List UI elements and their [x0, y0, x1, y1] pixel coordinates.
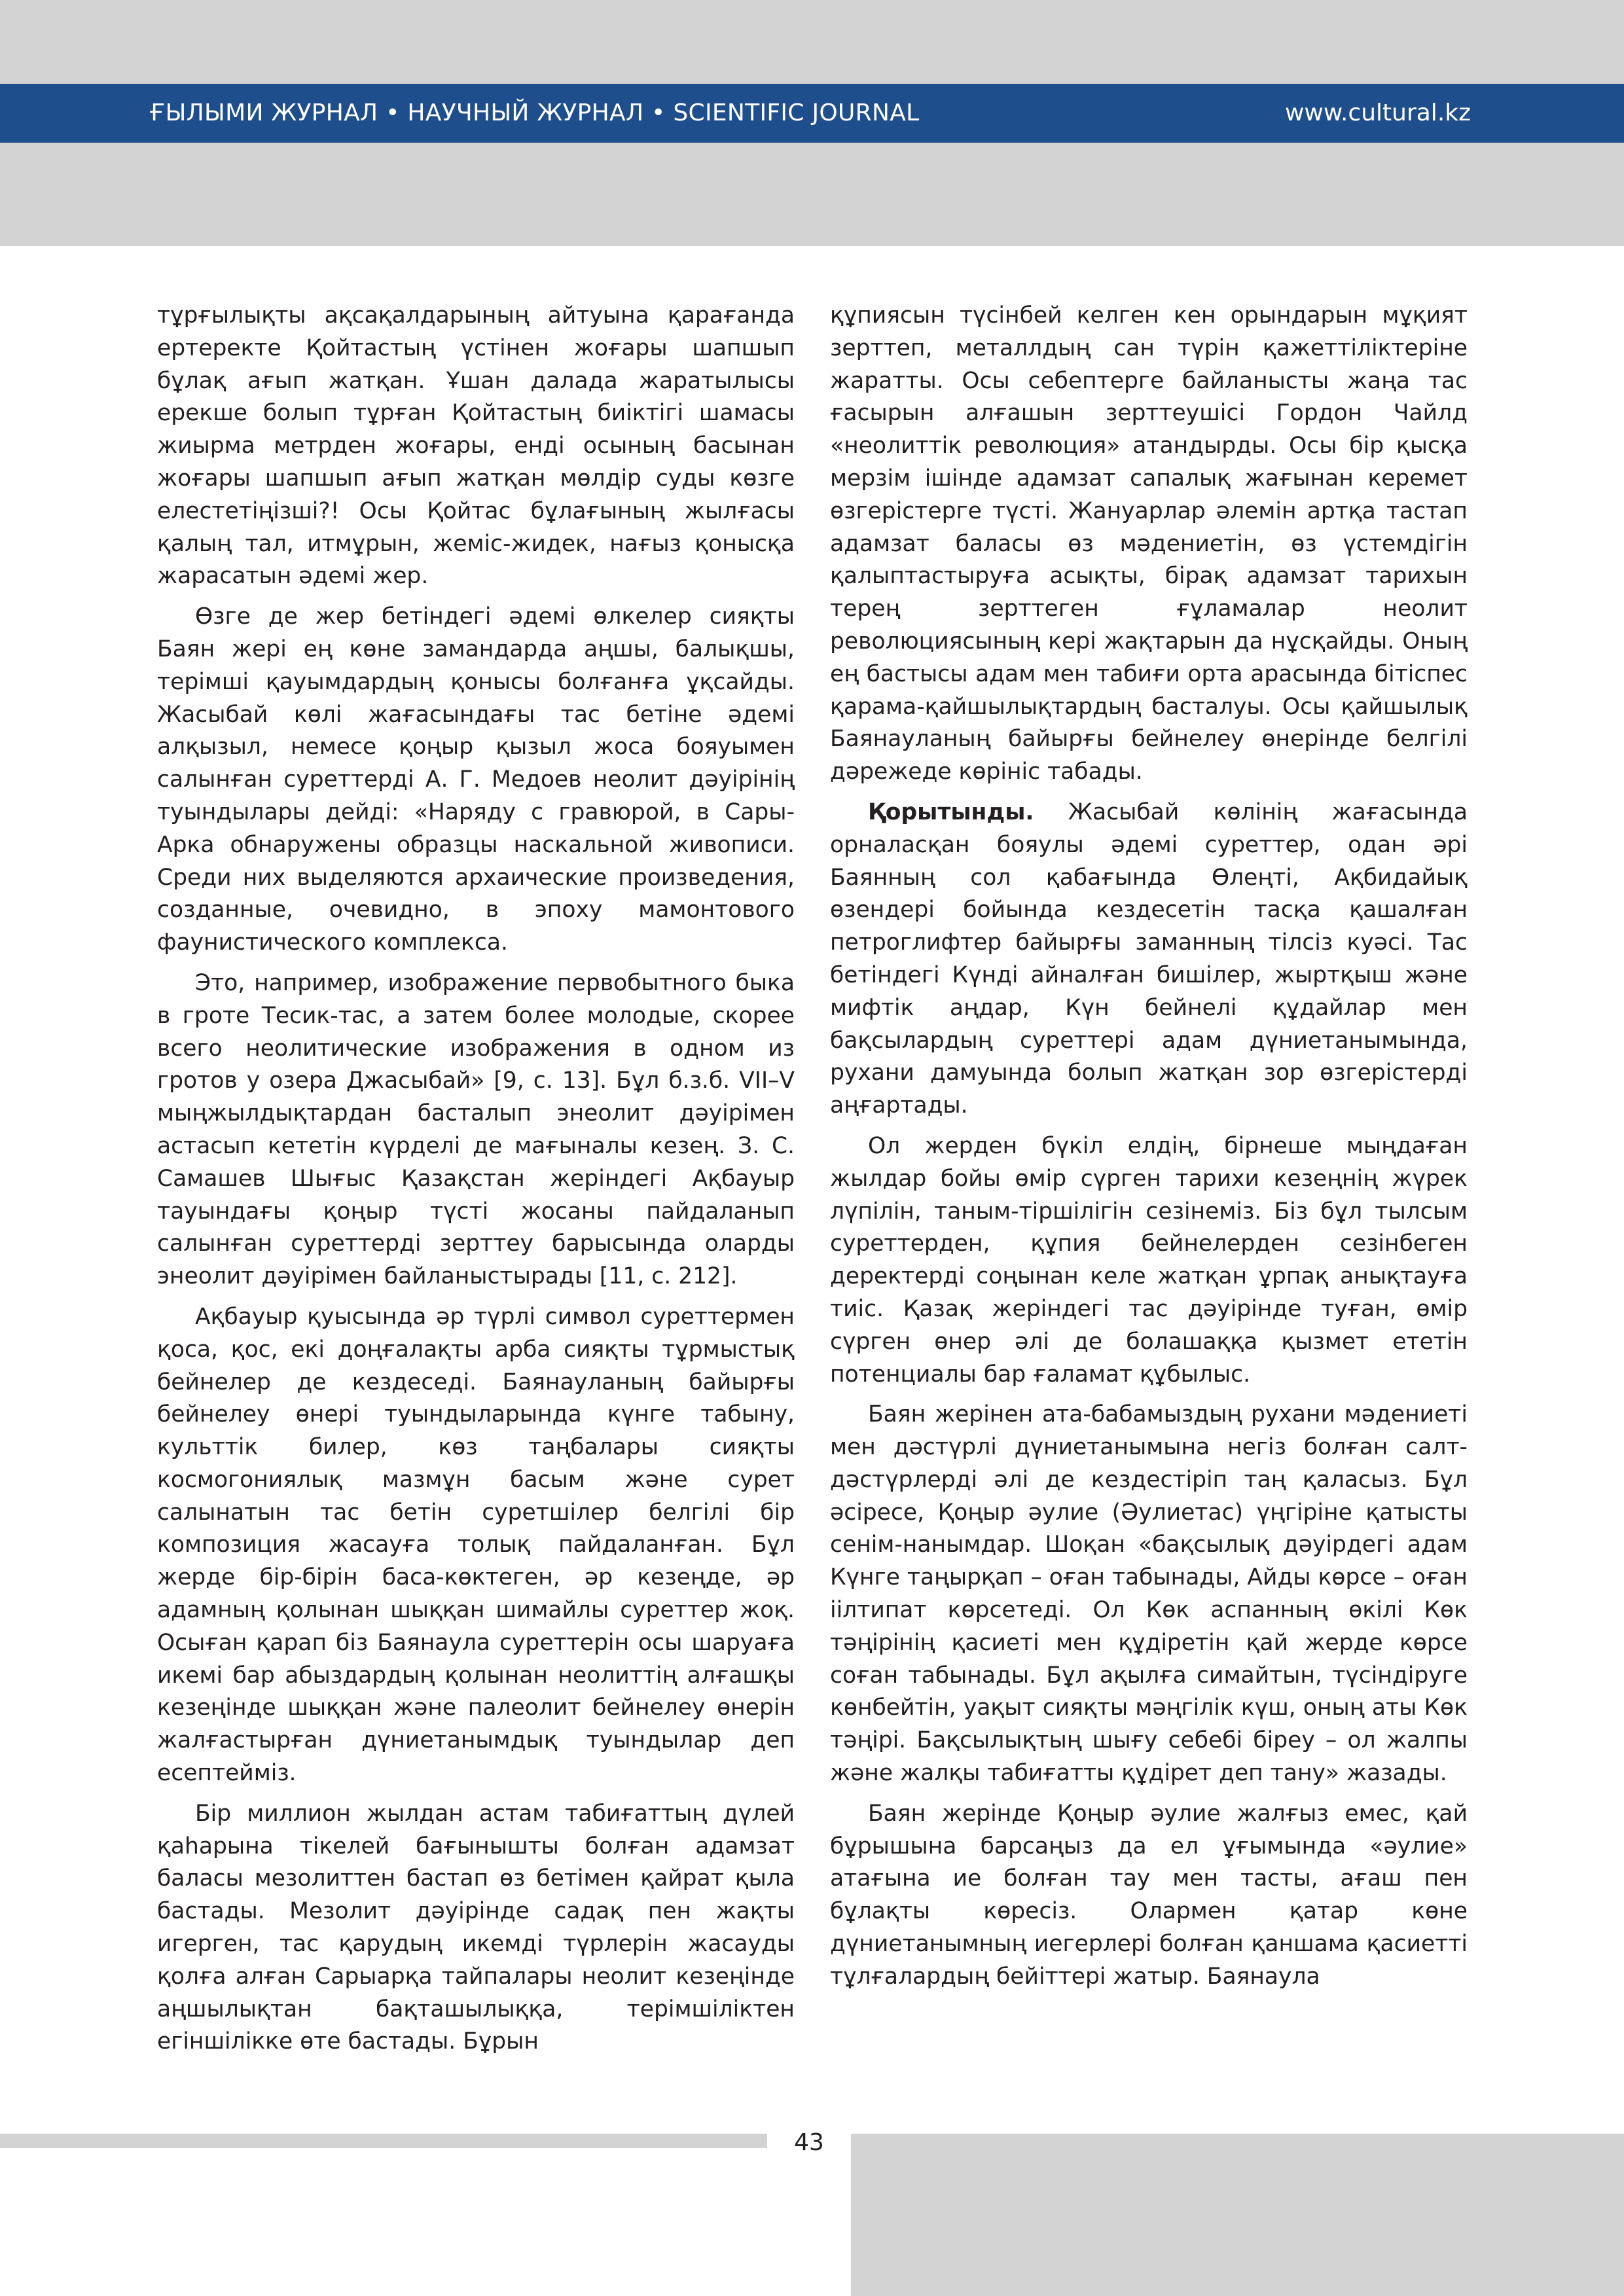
paragraph: Это, например, изображение первобытного быка в гроте Тесик-тас, а затем более молодые, скорее всего неолитические изображения в одном из гротов у озера Джасыбай» [9, с. 13]. Бұл б.з.б. VII–V мыңжылдықтардан басталып энеолит дәуірімен астасып кететін күрделі де мағыналы кезең. З. С. Самашев Шығыс Қазақстан жеріндегі Ақбауыр тауындағы қоңыр түсті жосаны пайдаланып салынған суреттерді зерттеу барысында оларды энеолит дәуірімен байланыстырады [11, с. 212]. [157, 969, 795, 1290]
journal-title: ҒЫЛЫМИ ЖУРНАЛ • НАУЧНЫЙ ЖУРНАЛ • SCIENTIFIC JOURNAL [149, 99, 920, 126]
paragraph: Ақбауыр қуысында әр түрлі символ суреттермен қоса, қос, екі доңғалақты арба сияқты тұрмыстық бейнелер де кездеседі. Баянауланың байырғы бейнелеу өнері туындыларында күнге табыну, культтік билер, көз таңбалары сияқты космогониялық мазмұн басым және сурет салынатын тас бетін суретшілер белгілі бір композиция жасауға толық пайдаланған. Бұл жерде бір-бірін баса-көктеген, әр кезеңде, әр адамның қолынан шыққан шимайлы суреттер жоқ. Осыған қарап біз Баянаула суреттерін осы шаруаға икемі бар абыздардың қолынан неолиттің алғашқы кезеңінде шыққан және палеолит бейнелеу өнерін жалғастырған дүниетанымдық туындылар деп есептейміз. [157, 1303, 795, 1787]
page-number: 43 [794, 2129, 824, 2156]
left-text-column [157, 300, 795, 2066]
paragraph: Баян жерінен ата-бабамыздың рухани мәдениеті мен дәстүрлі дүниетанымына негіз болған салт-дәстүрлерді әлі де кездестіріп таң қаласыз. Бұл әсіресе, Қоңыр әулие (Әулиетас) үңгіріне қатысты сенім-нанымдар. Шоқан «бақсылық дәуірдегі адам Күнге таңырқап – оған табынады, Айды көрсе – оған іілтипат көрсетеді. Ол Көк аспанның өкілі Көк тәңірінің қасиеті мен құдіретін қай жерде көрсе соған табынады. Бұл ақылға симайтын, түсіндіруге көнбейтін, уақыт сияқты мәңгілік күш, оның аты Көк тәңірі. Бақсылықтың шығу себебі біреу – ол жалпы және жалқы табиғатты құдірет деп тану» жазады. [830, 1401, 1468, 1787]
conclusion-text: Жасыбай көлінің жағасында орналасқан бояулы әдемі суреттер, одан әрі Баянның сол қабағында Өлеңті, Ақбидайық өзендері бойында кездесетін тасқа қашалған петроглифтер байырғы заманның тілсіз куәсі. Тас бетіндегі Күнді айналған бишілер, жыртқыш және мифтік аңдар, Күн бейнелі құдайлар мен бақсылардың суреттері адам дүниетанымында, рухани дамуында болып жатқан зор өзгерістерді аңғартады. [830, 798, 1468, 1119]
paragraph: Баян жерінде Қоңыр әулие жалғыз емес, қай бұрышына барсаңыз да ел ұғымында «әулие» атағына ие болған тау мен тасты, ағаш пен бұлақты көресіз. Олармен қатар көне дүниетанымның иегерлері болған қаншама қасиетті тұлғалардың бейіттері жатыр. Баянаула [830, 1800, 1468, 1990]
paragraph: тұрғылықты ақсақалдарының айтуына қарағанда ертеректе Қойтастың үстінен жоғары шапшып бұлақ ағып жатқан. Ұшан далада жаратылысы ерекше болып тұрған Қойтастың биіктігі шамасы жиырма метрден жоғары, енді осының басынан жоғары шапшып ағып жатқан мөлдір суды көзге елестетіңізші?! Осы Қойтас бұлағының жылғасы қалың тал, итмұрын, жеміс-жидек, нағыз қонысқа жарасатын әдемі жер. [157, 302, 795, 590]
paragraph: Өзге де жер бетіндегі әдемі өлкелер сияқты Баян жері ең көне замандарда аңшы, балықшы, терімші қауымдардың қонысы болғанға ұқсайды. Жасыбай көлі жағасындағы тас бетіне әдемі алқызыл, немесе қоңыр қызыл жоса бояуымен салынған суреттерді А. Г. Медоев неолит дәуірінің туындылары дейді: «Наряду с гравюрой, в Сары-Арка обнаружены образцы наскальной живописи. Среди них выделяются архаические произведения, созданные, очевидно, в эпоху мамонтового фаунистического комплекса. [157, 603, 795, 956]
journal-website-link[interactable]: www.cultural.kz [1284, 99, 1471, 126]
right-text-column [830, 300, 1468, 2001]
conclusion-paragraph [830, 797, 1468, 1122]
conclusion-heading: Қорытынды. [868, 798, 1034, 825]
footer-gray-block [851, 2134, 1624, 2296]
paragraph: құпиясын түсінбей келген кен орындарын мұқият зерттеп, металлдың сан түрін қажеттіліктеріне жаратты. Осы себептерге байланысты жаңа тас ғасырын алғашын зерттеушісі Гордон Чайлд «неолиттік революция» атандырды. Осы бір қысқа мерзім ішінде адамзат сапалық жағынан керемет өзгерістерге түсті. Жануарлар әлемін артқа тастап адамзат баласы өз мәдениетін, өз үстемдігін қалыптастыруға асықты, бірақ адамзат тарихын терең зерттеген ғұламалар неолит революциясының кері жақтарын да нұсқайды. Оның ең бастысы адам мен табиғи орта арасында бітіспес қарама-қайшылықтардың басталуы. Осы қайшылық Баянауланың байырғы бейнелеу өнерінде белгілі дәрежеде көрініс табады. [830, 302, 1468, 785]
footer-rule-left [0, 2134, 767, 2148]
journal-header-bar [0, 84, 1624, 143]
paragraph: Ол жерден бүкіл елдің, бірнеше мыңдаған жылдар бойы өмір сүрген тарихи кезеңнің жүрек лүпілін, таным-тіршілігін сезінеміз. Біз бұл тылсым суреттерден, құпия бейнелерден сезінбеген деректерді соңынан келе жатқан ұрпақ анықтауға тиіс. Қазақ жеріндегі тас дәуірінде туған, өмір сүрген өнер әлі де болашаққа қызмет ететін потенциалы бар ғаламат құбылыс. [830, 1132, 1468, 1388]
paragraph: Бір миллион жылдан астам табиғаттың дүлей қаһарына тікелей бағынышты болған адамзат баласы мезолиттен бастап өз бетімен қайрат қыла бастады. Мезолит дәуірінде садақ пен жақты игерген, тас қарудың икемді түрлерін жасауды қолға алған Сарыарқа тайпалары неолит кезеңінде аңшылықтан бақташылыққа, терімшіліктен егіншілікке өте бастады. Бұрын [157, 1800, 795, 2055]
